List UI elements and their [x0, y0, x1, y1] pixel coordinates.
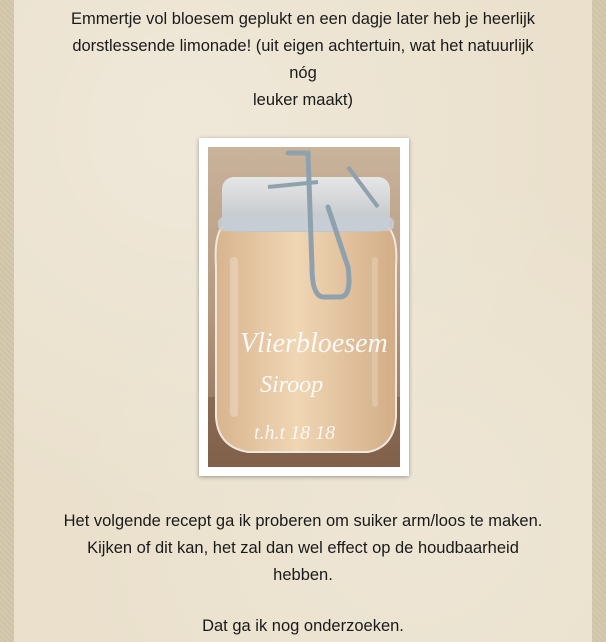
- post-body: [14, 0, 592, 642]
- jar-label-name: Vlierbloesem: [240, 328, 388, 359]
- intro-line: leuker maakt): [253, 91, 353, 109]
- recipe-line: Kijken of dit kan, het zal dan wel effect op de houdbaarheid: [87, 539, 519, 557]
- page-border-right: [592, 0, 606, 642]
- recipe-paragraph: [14, 508, 592, 589]
- closing-paragraph: [14, 613, 592, 640]
- intro-line: nóg: [289, 64, 317, 82]
- jar-label-date: t.h.t 18 18: [254, 422, 336, 444]
- jar-label-type: Siroop: [260, 372, 324, 398]
- closing-line: Dat ga ik nog onderzoeken.: [202, 617, 404, 635]
- syrup-jar-photo[interactable]: [199, 138, 409, 476]
- intro-line: Emmertje vol bloesem geplukt en een dagje later heb je heerlijk: [70, 10, 536, 28]
- recipe-line: hebben.: [273, 566, 333, 584]
- intro-paragraph: [14, 6, 592, 114]
- intro-line: dorstlessende limonade! (uit eigen achtertuin, wat het natuurlijk: [72, 37, 534, 55]
- jar-image: [208, 147, 400, 467]
- recipe-line: Het volgende recept ga ik proberen om suiker arm/loos te maken.: [63, 512, 543, 530]
- page-border-left: [0, 0, 14, 642]
